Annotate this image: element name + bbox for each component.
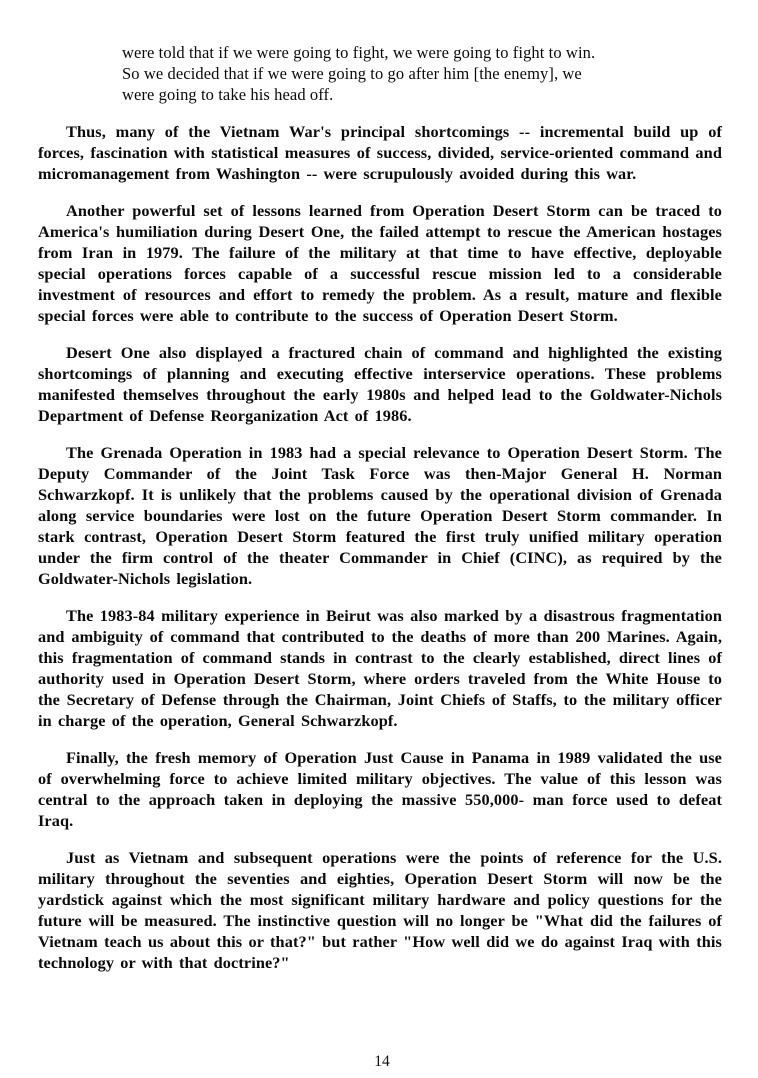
paragraph: Just as Vietnam and subsequent operations were the points of reference for the U.S. military throughout the seventies and eighties, Operation Desert Storm will now be the yardstick against which the most significant military hardware and policy questions for the future will be measured. The instinctive question will no longer be "What did the failures of Vietnam teach us about this or that?" but rather "How well did we do against Iraq with this technology or with that doctrine?" xyxy=(38,848,722,972)
block-quote-line: So we decided that if we were going to go after him [the enemy], we xyxy=(122,64,582,83)
paragraph: The 1983-84 military experience in Beirut was also marked by a disastrous fragmentation and ambiguity of command that contributed to the deaths of more than 200 Marines. Again, this fragmentation of command stands in contrast to the clearly established, direct lines of authority used in Operation Desert Storm, where orders traveled from the White House to the Secretary of Defense through the Chairman, Joint Chiefs of Staffs, to the military officer in charge of the operation, General Schwarzkopf. xyxy=(38,606,722,730)
block-quote-line: were told that if we were going to fight, we were going to fight to win. xyxy=(122,43,596,62)
paragraph: The Grenada Operation in 1983 had a special relevance to Operation Desert Storm. The Deputy Commander of the Joint Task Force was then-Major General H. Norman Schwarzkopf. It is unlikely that the problems caused by the operational division of Grenada along service boundaries were lost on the future Operation Desert Storm commander. In stark contrast, Operation Desert Storm featured the first truly unified military operation under the firm control of the theater Commander in Chief (CINC), as required by the Goldwater-Nichols legislation. xyxy=(38,443,722,588)
paragraph: Another powerful set of lessons learned from Operation Desert Storm can be traced to America's humiliation during Desert One, the failed attempt to rescue the American hostages from Iran in 1979. The failure of the military at that time to have effective, deployable special operations forces capable of a successful rescue mission led to a considerable investment of resources and effort to remedy the problem. As a result, mature and flexible special forces were able to contribute to the success of Operation Desert Storm. xyxy=(38,201,722,325)
page-number: 14 xyxy=(374,1053,390,1070)
page-content xyxy=(38,42,722,973)
paragraph: Desert One also displayed a fractured chain of command and highlighted the existing shortcomings of planning and executing effective interservice operations. These problems manifested themselves throughout the early 1980s and helped lead to the Goldwater-Nichols Department of Defense Reorganization Act of 1986. xyxy=(38,343,722,425)
body-paragraphs xyxy=(38,121,722,973)
block-quote-line: were going to take his head off. xyxy=(122,85,334,104)
block-quote xyxy=(122,42,647,105)
paragraph: Finally, the fresh memory of Operation Just Cause in Panama in 1989 validated the use of overwhelming force to achieve limited military objectives. The value of this lesson was central to the approach taken in deploying the massive 550,000- man force used to defeat Iraq. xyxy=(38,748,722,830)
paragraph: Thus, many of the Vietnam War's principal shortcomings -- incremental build up of forces, fascination with statistical measures of success, divided, service-oriented command and micromanagement from Washington -- were scrupulously avoided during this war. xyxy=(38,122,722,183)
